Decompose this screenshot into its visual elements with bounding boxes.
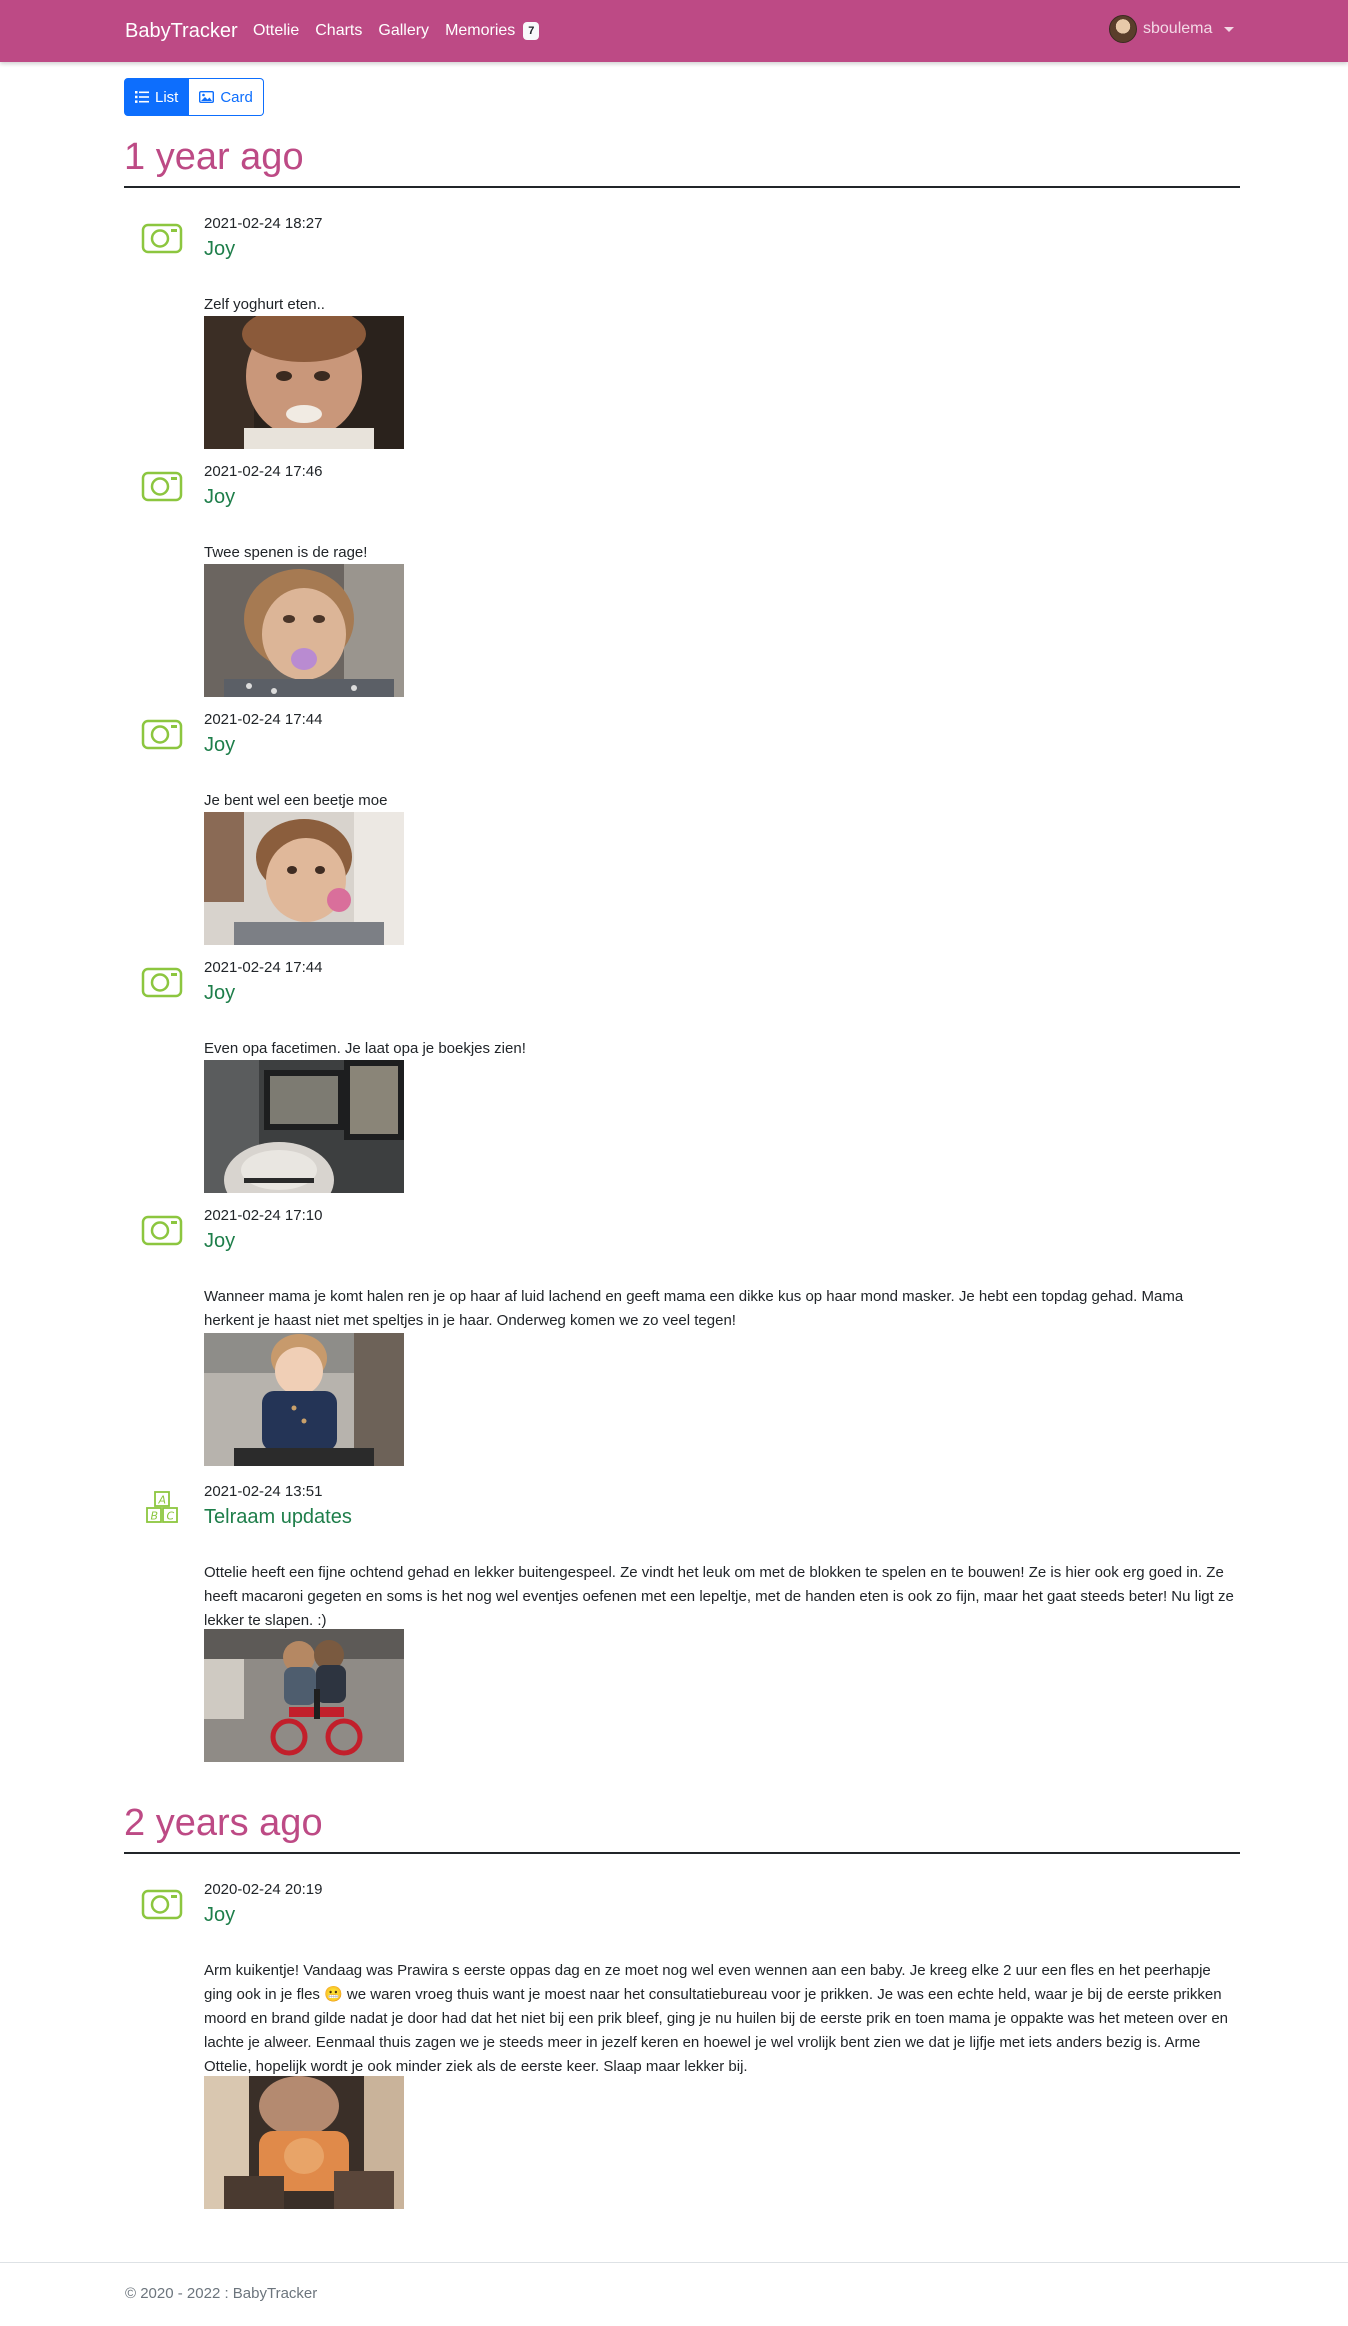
entry-title[interactable]: Joy: [204, 486, 236, 508]
nav-link-memories-label: Memories: [445, 22, 516, 39]
entry-timestamp: 2021-02-24 17:46: [204, 463, 323, 480]
nav-links: [253, 19, 539, 43]
nav-link-charts[interactable]: Charts: [315, 22, 363, 39]
memory-entry: [124, 1880, 1240, 2210]
camera-icon: [141, 718, 183, 750]
user-menu-dropdown[interactable]: [1109, 15, 1234, 43]
entry-photo[interactable]: [204, 564, 404, 697]
camera-icon: [141, 966, 183, 998]
navbar: [0, 0, 1348, 62]
entry-title[interactable]: Joy: [204, 734, 236, 756]
abc-blocks-icon: [141, 1490, 185, 1528]
entry-title[interactable]: Joy: [204, 238, 236, 260]
username: sboulema: [1143, 20, 1213, 37]
entry-photo[interactable]: [204, 1629, 404, 1762]
entry-text: Ottelie heeft een fijne ochtend gehad en lekker buitengespeel. Ze vindt het leuk om met de blokken te spelen en te bouwen! Ze is hier ook erg goed in. Ze heeft macaroni gegeten en soms is het nog wel eventjes oefenen met een lepeltje, met de handen eten is ook zo fijn, maar het gaat steeds beter! Nu ligt ze lekker te slapen. :): [204, 1564, 1234, 1629]
nav-link-memories[interactable]: [445, 19, 539, 43]
entry-title[interactable]: Joy: [204, 982, 236, 1004]
list-view-label: List: [155, 88, 179, 106]
camera-icon: [141, 1888, 183, 1920]
image-icon: [199, 91, 214, 103]
entry-text: Twee spenen is de rage!: [204, 544, 368, 561]
memory-entry: [124, 1482, 1240, 1762]
entry-photo[interactable]: [204, 812, 404, 945]
memory-entry: [124, 710, 1240, 946]
camera-icon: [141, 1214, 183, 1246]
nav-link-ottelie[interactable]: Ottelie: [253, 22, 300, 39]
camera-icon: [141, 470, 183, 502]
entry-timestamp: 2021-02-24 13:51: [204, 1483, 323, 1500]
entry-photo[interactable]: [204, 1060, 404, 1193]
memory-entry: [124, 1206, 1240, 1468]
entry-photo[interactable]: [204, 2076, 404, 2209]
view-toggle: [124, 78, 264, 116]
entry-photo[interactable]: [204, 1333, 404, 1466]
entry-text: Je bent wel een beetje moe: [204, 792, 388, 809]
entry-title[interactable]: Joy: [204, 1904, 236, 1926]
nav-link-gallery[interactable]: Gallery: [378, 22, 430, 39]
entry-timestamp: 2021-02-24 17:44: [204, 959, 323, 976]
chevron-down-icon: [1224, 27, 1234, 32]
svg-text:A: A: [158, 1493, 167, 1507]
entry-text: Wanneer mama je komt halen ren je op haar af luid lachend en geeft mama een dikke kus op haar mond masker. Je hebt een topdag gehad. Mama herkent je haast niet met speltjes in je haar. Onderweg komen we zo veel tegen!: [204, 1288, 1184, 1329]
entry-timestamp: 2021-02-24 17:44: [204, 711, 323, 728]
avatar: [1109, 15, 1137, 43]
entry-title[interactable]: Joy: [204, 1230, 236, 1252]
section-heading-2-years-ago: 2 years ago: [124, 1800, 1240, 1854]
memory-entry: [124, 958, 1240, 1194]
entry-text: Even opa facetimen. Je laat opa je boekjes zien!: [204, 1040, 526, 1057]
card-view-button[interactable]: [189, 78, 264, 116]
footer-copyright: © 2020 - 2022 : BabyTracker: [125, 2285, 318, 2302]
entry-photo[interactable]: [204, 316, 404, 449]
section-heading-1-year-ago: 1 year ago: [124, 134, 1240, 188]
list-icon: [135, 91, 149, 103]
brand-logo[interactable]: BabyTracker: [125, 20, 238, 42]
memory-entry: [124, 214, 1240, 450]
entry-text: Arm kuikentje! Vandaag was Prawira s eerste oppas dag en ze moet nog wel even wennen aan een baby. Je kreeg elke 2 uur een fles en het peerhapje ging ook in je fles 😬 we waren vroeg thuis want je moest naar het consultatiebureau voor je prikken. Je was een echte held, waar je bij de eerste prikken moord en brand gilde nadat je door had dat het niet bij een prik bleef, ging je nu huilen bij de eerste prik en toen mama je oppakte was het meteen over en lachte je alweer. Eenmaal thuis zagen we je steeds meer in jezelf keren en hoewel je wel vrolijk bent zien we dat je lijfje met iets anders bezig is. Arme Ottelie, hopelijk wordt je ook minder ziek als de eerste keer. Slaap maar lekker bij.: [204, 1962, 1228, 2075]
footer-divider: [0, 2262, 1348, 2263]
entry-timestamp: 2021-02-24 18:27: [204, 215, 323, 232]
camera-icon: [141, 222, 183, 254]
entry-title[interactable]: Telraam updates: [204, 1506, 352, 1528]
svg-text:B: B: [150, 1509, 159, 1523]
entry-timestamp: 2021-02-24 17:10: [204, 1207, 323, 1224]
list-view-button[interactable]: [124, 78, 189, 116]
entry-text: Zelf yoghurt eten..: [204, 296, 325, 313]
svg-text:C: C: [166, 1509, 175, 1523]
memories-count-badge: 7: [523, 22, 539, 40]
memory-entry: [124, 462, 1240, 698]
card-view-label: Card: [220, 88, 253, 106]
entry-timestamp: 2020-02-24 20:19: [204, 1881, 323, 1898]
